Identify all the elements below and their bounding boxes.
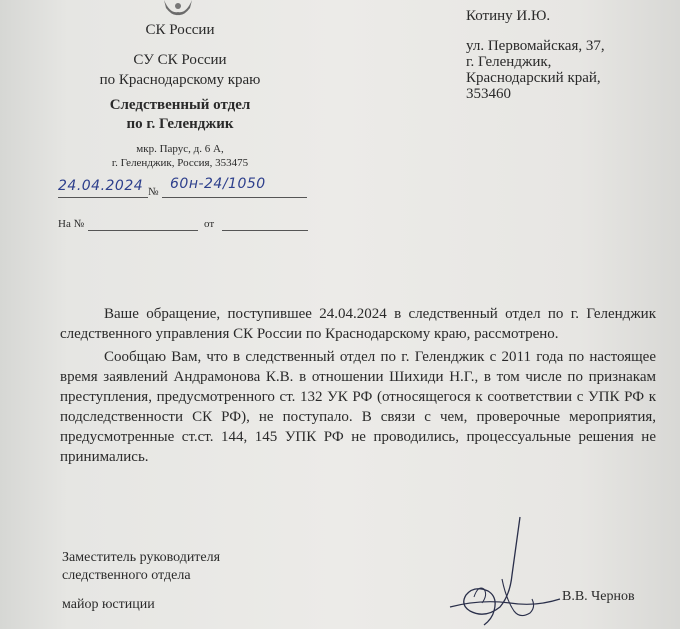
- signer-rank: майор юстиции: [62, 597, 155, 612]
- signer-title-2: следственного отдела: [62, 568, 191, 583]
- number-sign: №: [148, 186, 159, 198]
- handwritten-signature-icon: [440, 515, 570, 629]
- ref-from-label: от: [204, 218, 215, 230]
- date-underline: [58, 197, 148, 198]
- recipient-name: Котину И.Ю.: [466, 8, 551, 24]
- recipient-address-2: г. Геленджик,: [466, 54, 552, 70]
- signer-title-1: Заместитель руководителя: [62, 550, 221, 565]
- ref-number-line: [88, 230, 198, 231]
- recipient-address-1: ул. Первомайская, 37,: [466, 38, 605, 54]
- body-paragraph-2: Сообщаю Вам, что в следственный отдел по г. Геленджик с 2011 года по настоящее время заявлений Андрамонова К.В. в отношении Шихиди Н.Г., в том числе по признакам преступления, предусмотренного ст. 132 УК РФ (относящегося к соответствии с УПК РФ к подследственности СК РФ), не поступало. В связи с чем, проверочные мероприятия, предусмотренные ст.ст. 144, 145 УПК РФ не проводились, процессуальные решения не принимались.: [60, 349, 656, 465]
- body-paragraph-1: Ваше обращение, поступившее 24.04.2024 в следственный отдел по г. Геленджик следственного управления СК России по Краснодарскому краю, рассмотрено.: [60, 306, 656, 342]
- handwritten-number: 60н-24/1050: [170, 176, 266, 192]
- handwritten-date: 24.04.2024: [58, 178, 144, 194]
- org-line-2: СУ СК России: [133, 52, 227, 68]
- org-line-1: СК России: [145, 22, 215, 38]
- number-underline: [162, 197, 307, 198]
- signer-name: В.В. Чернов: [562, 589, 635, 604]
- dept-line-1: Следственный отдел: [109, 97, 251, 113]
- ref-label: На №: [58, 218, 85, 230]
- recipient-address-3: Краснодарский край,: [466, 70, 601, 86]
- ref-date-line: [222, 230, 308, 231]
- org-line-3: по Краснодарскому краю: [99, 72, 261, 88]
- letter-body: [60, 304, 656, 467]
- eagle-emblem-icon: [160, 0, 196, 18]
- address-line-1: мкр. Парус, д. 6 А,: [136, 143, 224, 155]
- dept-line-2: по г. Геленджик: [126, 116, 234, 132]
- address-line-2: г. Геленджик, Россия, 353475: [111, 157, 249, 169]
- recipient-address-4: 353460: [466, 86, 511, 102]
